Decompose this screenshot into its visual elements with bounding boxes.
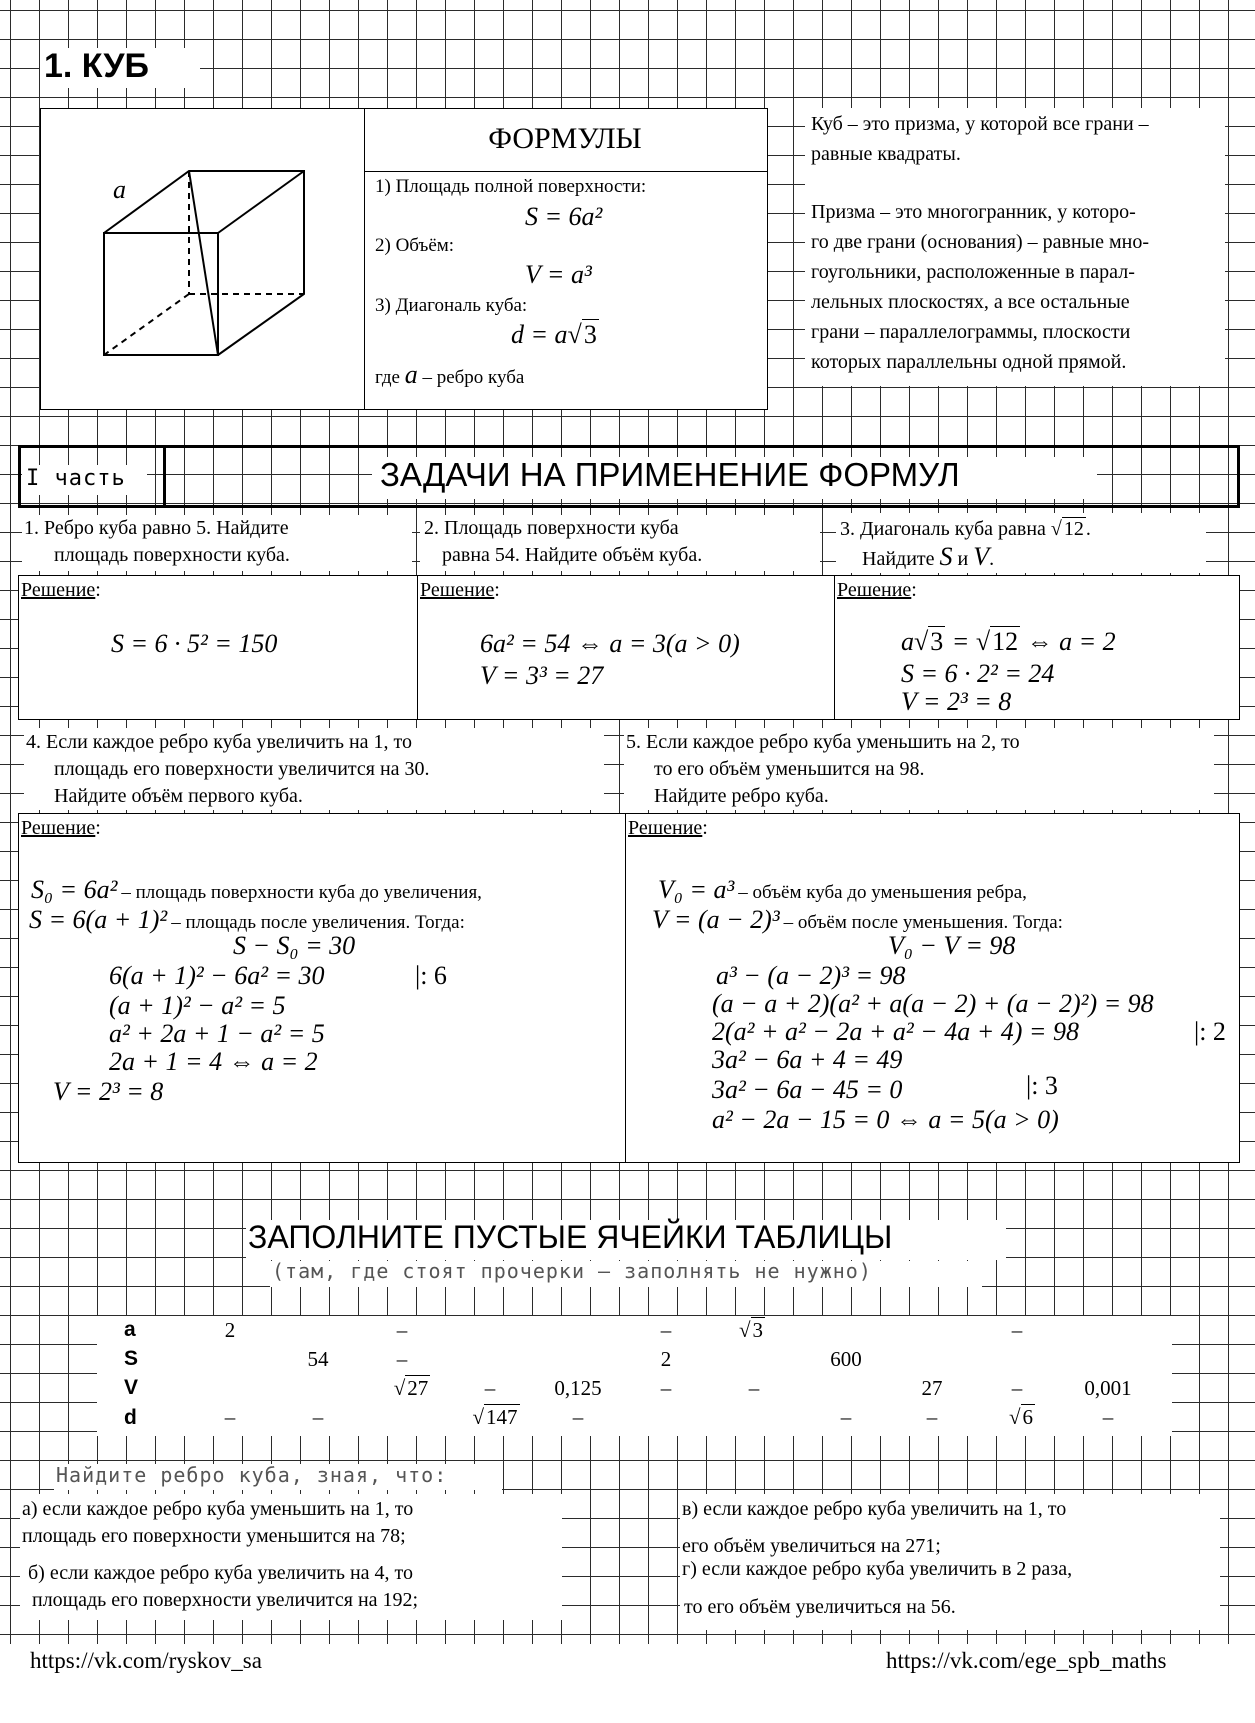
extra-b-line-1: б) если каждое ребро куба увеличить на 4, то (28, 1562, 414, 1584)
table-row-label-a: a (124, 1318, 136, 1341)
solution-5-divide-3: |: 3 (1026, 1071, 1058, 1100)
problem-3-line-2: Найдите S и V. (862, 542, 995, 571)
solution-1-formula: S = 6 · 5² = 150 (111, 629, 278, 658)
solution-2-line-2: V = 3³ = 27 (480, 661, 604, 690)
table-cell-a-7: √3 (738, 1318, 764, 1342)
problem-4-line-3: Найдите объём первого куба. (54, 785, 303, 807)
formula-surface: S = 6a² (525, 202, 603, 231)
table-subtitle: (там, где стоят прочерки – заполнять не нужно) (272, 1259, 872, 1283)
formula-2-label: 2) Объём: (375, 235, 455, 256)
extra-a-line-1: а) если каждое ребро куба уменьшить на 1, то (22, 1498, 414, 1520)
solution-2-line-1: 6a² = 54 ⇔ a = 3(a > 0) (480, 629, 740, 658)
solution-5-line-8: 3a² − 6a − 45 = 0 (712, 1075, 903, 1104)
part-title: ЗАДАЧИ НА ПРИМЕНЕНИЕ ФОРМУЛ (380, 456, 960, 493)
definitions-panel (805, 108, 1225, 386)
extra-g-line-2: то его объём увеличиться на 56. (684, 1596, 956, 1618)
solution-4-line-7: 2a + 1 = 4 ⇔ a = 2 (109, 1047, 318, 1076)
table-cell-v-9: 27 (921, 1376, 943, 1400)
table-cell-v-7: – (748, 1376, 760, 1400)
formulas-title: ФОРМУЛЫ (488, 122, 642, 155)
formula-1-label: 1) Площадь полной поверхности: (375, 176, 647, 197)
solution-4-label: Решение: (21, 817, 101, 839)
solution-5-line-2: V = (a − 2)³ – объём после уменьшения. Тогда: (652, 905, 1063, 934)
table-cell-a-6: – (660, 1318, 672, 1342)
solution-4-line-8: V = 2³ = 8 (53, 1077, 164, 1106)
solution-5-panel (625, 813, 1240, 1163)
table-cell-d-5: – (572, 1405, 584, 1429)
extra-v-line-2: его объём увеличиться на 271; (682, 1535, 941, 1557)
table-cell-v-6: – (660, 1376, 672, 1400)
solution-4-line-6: a² + 2a + 1 − a² = 5 (109, 1019, 325, 1048)
problem-4-line-2: площадь его поверхности увеличится на 30. (54, 758, 430, 780)
solution-2-label: Решение: (420, 579, 500, 601)
edge-label: a (113, 175, 126, 204)
prism-definition-2: го две грани (основания) – равные мно- (811, 231, 1149, 253)
prism-definition-4: лельных плоскостях, а все остальные (811, 291, 1130, 313)
solution-4-line-4: 6(a + 1)² − 6a² = 30 (109, 961, 325, 990)
prism-definition-3: гоугольники, расположенные в парал- (811, 261, 1135, 283)
table-title: ЗАПОЛНИТЕ ПУСТЫЕ ЯЧЕЙКИ ТАБЛИЦЫ (248, 1219, 893, 1255)
cube-figure (41, 109, 366, 411)
solution-3-line-2: S = 6 · 2² = 24 (901, 659, 1055, 688)
cube-definition-1: Куб – это призма, у которой все грани – (811, 113, 1149, 135)
table-cell-v-3: √27 (393, 1376, 429, 1400)
problem-2-line-1: 2. Площадь поверхности куба (424, 517, 679, 539)
table-cell-s-8: 600 (830, 1347, 862, 1371)
table-cell-d-2: – (312, 1405, 324, 1429)
table-cell-v-11: 0,001 (1084, 1376, 1132, 1400)
solution-5-line-4: a³ − (a − 2)³ = 98 (716, 961, 906, 990)
prism-definition-6: которых параллельны одной прямой. (811, 351, 1127, 373)
solution-2-panel (417, 575, 835, 720)
table-cell-v-10: – (1011, 1376, 1023, 1400)
solution-5-line-7: 3a² − 6a + 4 = 49 (712, 1045, 903, 1074)
formula-diagonal: d = a√3 (511, 320, 597, 349)
table-cell-a-3: – (396, 1318, 408, 1342)
table-cell-v-4: – (484, 1376, 496, 1400)
footer-link-left[interactable]: https://vk.com/ryskov_sa (30, 1648, 262, 1673)
solution-4-line-2: S = 6(a + 1)² – площадь после увеличения. Тогда: (29, 905, 465, 934)
problem-3-line-1: 3. Диагональ куба равна √ 12 . (840, 518, 1091, 540)
solution-3-line-3: V = 2³ = 8 (901, 687, 1012, 716)
table-cell-d-1: – (224, 1405, 236, 1429)
table-cell-a-10: – (1011, 1318, 1023, 1342)
problem-5-line-1: 5. Если каждое ребро куба уменьшить на 2, то (626, 731, 1020, 753)
solution-3-panel (834, 575, 1240, 720)
solution-5-label: Решение: (628, 817, 708, 839)
table-cell-d-8: – (840, 1405, 852, 1429)
problem-5-line-2: то его объём уменьшится на 98. (654, 758, 925, 780)
problem-5-line-3: Найдите ребро куба. (654, 785, 829, 807)
table-cell-d-4: √147 (472, 1405, 518, 1429)
extra-v-line-1: в) если каждое ребро куба увеличить на 1, то (682, 1498, 1067, 1520)
solution-5-line-1: V₀ = a³ – объём куба до уменьшения ребра, (658, 875, 1027, 904)
solution-4-panel (18, 813, 626, 1163)
solution-4-line-1: S₀ = 6a² – площадь поверхности куба до увеличения, (31, 875, 482, 904)
table-cell-s-2: 54 (307, 1347, 329, 1371)
table-cell-d-11: – (1102, 1405, 1114, 1429)
figure-panel (40, 108, 365, 410)
problem-1-line-1: 1. Ребро куба равно 5. Найдите (24, 517, 289, 539)
solution-4-line-3: S − S₀ = 30 (233, 931, 356, 960)
formula-3-label: 3) Диагональ куба: (375, 295, 528, 316)
solution-5-line-6: 2(a² + a² − 2a + a² − 4a + 4) = 98 (712, 1017, 1079, 1046)
prism-definition-1: Призма – это многогранник, у которо- (811, 201, 1136, 223)
table-cell-d-10: √6 (1008, 1405, 1034, 1429)
solution-3-line-1: a√3 = √12 ⇔ a = 2 (901, 627, 1116, 656)
table-cell-s-6: 2 (660, 1347, 672, 1371)
formula-volume: V = a³ (525, 260, 592, 289)
solution-5-line-5: (a − a + 2)(a² + a(a − 2) + (a − 2)²) = 98 (712, 989, 1154, 1018)
solution-5-line-3: V₀ − V = 98 (888, 931, 1016, 960)
problem-4-line-1: 4. Если каждое ребро куба увеличить на 1, то (26, 731, 413, 753)
solution-5-divide-2: |: 2 (1194, 1017, 1226, 1046)
table-cell-a-1: 2 (224, 1318, 236, 1342)
table-cell-v-5: 0,125 (554, 1376, 602, 1400)
solution-4-divide: |: 6 (415, 961, 447, 990)
cube-definition-2: равные квадраты. (811, 143, 961, 165)
table-row-label-d: d (124, 1406, 137, 1429)
footer-link-right[interactable]: https://vk.com/ege_spb_maths (886, 1648, 1167, 1673)
extra-intro: Найдите ребро куба, зная, что: (56, 1463, 448, 1487)
part-label: I часть (26, 466, 126, 491)
table-cell-d-9: – (926, 1405, 938, 1429)
prism-definition-5: грани – параллелограммы, плоскости (811, 321, 1131, 343)
problem-1-line-2: площадь поверхности куба. (54, 544, 290, 566)
solution-3-label: Решение: (837, 579, 917, 601)
solution-4-line-5: (a + 1)² − a² = 5 (109, 991, 286, 1020)
table-row-label-s: S (124, 1347, 139, 1370)
table-row-label-v: V (124, 1376, 139, 1399)
problem-2-line-2: равна 54. Найдите объём куба. (442, 544, 703, 566)
solution-1-label: Решение: (21, 579, 101, 601)
solution-1-panel (18, 575, 418, 720)
formula-where: где a – ребро куба (375, 360, 525, 389)
extra-a-line-2: площадь его поверхности уменьшится на 78; (22, 1525, 406, 1547)
page-title: 1. КУБ (44, 47, 149, 85)
table-cell-s-3: – (396, 1347, 408, 1371)
extra-b-line-2: площадь его поверхности увеличится на 192; (32, 1589, 419, 1611)
extra-g-line-1: г) если каждое ребро куба увеличить в 2 раза, (682, 1558, 1073, 1580)
solution-5-line-9: a² − 2a − 15 = 0 ⇔ a = 5(a > 0) (712, 1105, 1059, 1134)
formulas-panel (364, 108, 768, 410)
